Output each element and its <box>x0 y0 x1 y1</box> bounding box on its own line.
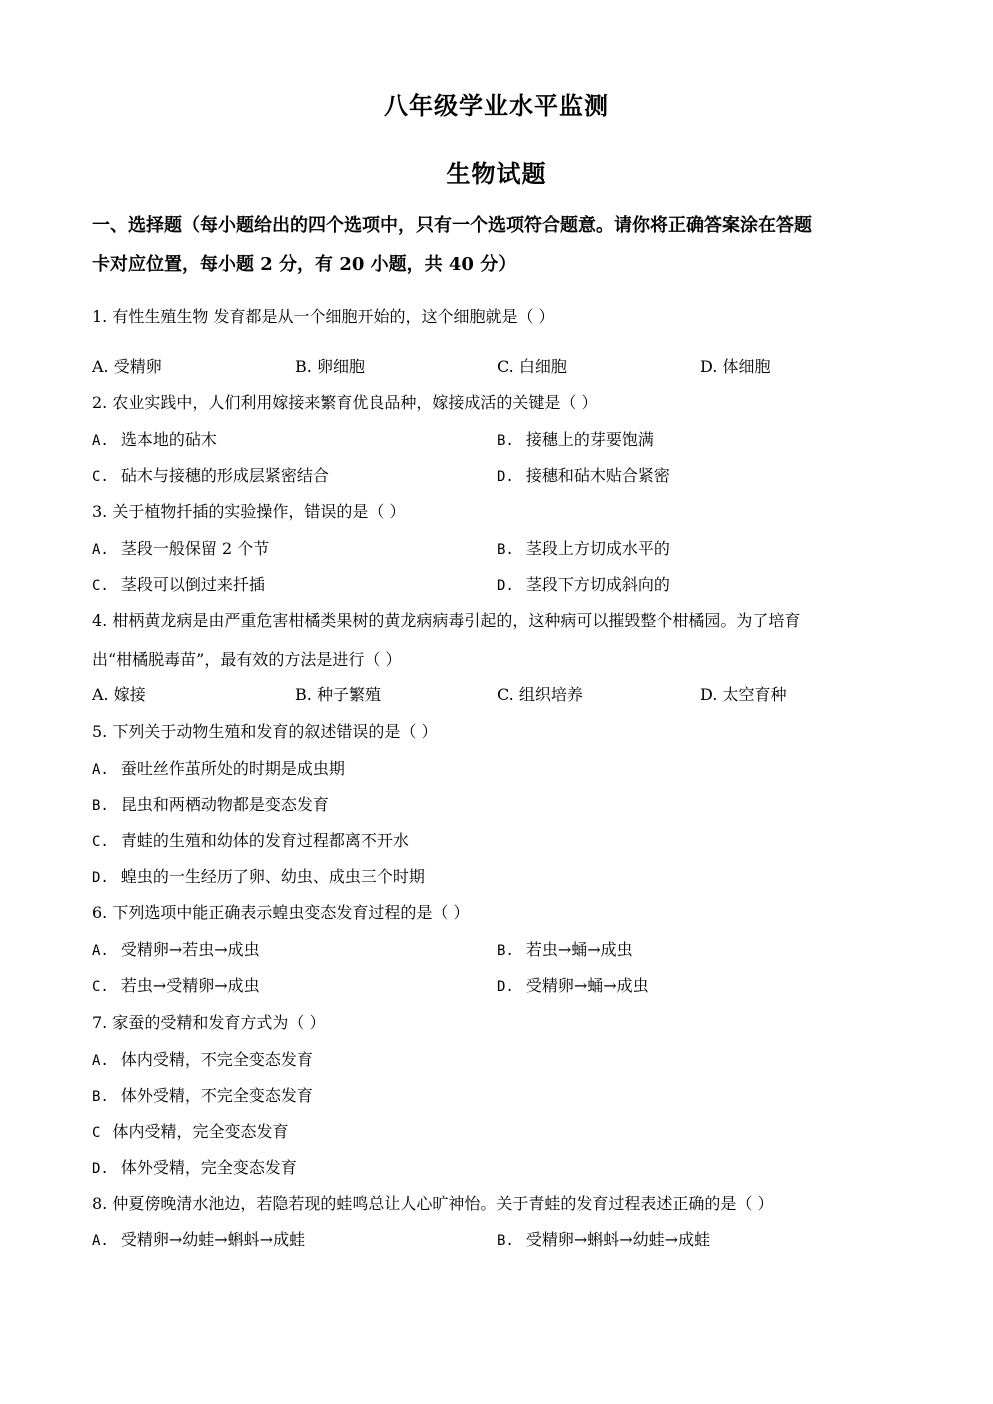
question-7-stem: 7. 家蚕的受精和发育方式为（ ） <box>92 1013 326 1032</box>
option-text: 组织培养 <box>518 685 583 704</box>
section-heading-line2: 卡对应位置，每小题 2 分，有 20 小题，共 40 分） <box>92 254 517 275</box>
question-5-option-c <box>92 828 409 851</box>
option-text: 若虫→受精卵→成虫 <box>120 976 260 995</box>
question-3-option-d <box>497 572 670 595</box>
question-4-option-c <box>497 682 583 705</box>
question-5-stem: 5. 下列关于动物生殖和发育的叙述错误的是（ ） <box>92 722 438 741</box>
question-3-option-b <box>497 536 670 559</box>
option-text: 体外受精，不完全变态发育 <box>120 1086 313 1105</box>
option-label: D. <box>497 979 514 995</box>
option-label: A. <box>92 943 109 959</box>
question-1-option-a <box>92 354 162 377</box>
option-text: 蚕吐丝作茧所处的时期是成虫期 <box>120 759 345 778</box>
question-2-stem: 2. 农业实践中，人们利用嫁接来繁育优良品种，嫁接成活的关键是（ ） <box>92 393 598 412</box>
option-label: A. <box>92 433 109 449</box>
option-text: 选本地的砧木 <box>120 430 217 449</box>
question-6-stem: 6. 下列选项中能正确表示蝗虫变态发育过程的是（ ） <box>92 903 470 922</box>
option-text: 体内受精，不完全变态发育 <box>120 1050 313 1069</box>
option-label: B. <box>497 542 514 558</box>
question-6-option-c <box>92 973 260 996</box>
option-text: 种子繁殖 <box>316 685 381 704</box>
question-2-option-b <box>497 427 654 450</box>
option-label: B. <box>497 943 514 959</box>
section-heading <box>92 206 902 284</box>
question-1-option-c <box>497 354 567 377</box>
exam-title: 八年级学业水平监测 <box>384 91 609 120</box>
option-label: A. <box>92 357 109 376</box>
question-5-option-b <box>92 792 329 815</box>
question-4-stem-line2: 出“柑橘脱毒苗”，最有效的方法是进行（ ） <box>92 650 402 669</box>
question-8-option-b <box>497 1227 710 1250</box>
question-4-option-a <box>92 682 146 705</box>
question-7-option-a <box>92 1047 313 1070</box>
question-5-option-d <box>92 864 425 887</box>
subject-title: 生物试题 <box>446 159 547 188</box>
option-label: D. <box>497 578 514 594</box>
question-4-stem-line1: 4. 柑柄黄龙病是由严重危害柑橘类果树的黄龙病病毒引起的，这种病可以摧毁整个柑橘园。为了培育 <box>92 611 801 630</box>
option-label: C. <box>497 357 514 376</box>
question-2-option-c <box>92 463 329 486</box>
option-text: 茎段上方切成水平的 <box>525 539 670 558</box>
option-text: 茎段一般保留 2 个节 <box>120 539 270 558</box>
option-text: 白细胞 <box>518 357 567 376</box>
question-1-stem: 1. 有性生殖生物 发育都是从一个细胞开始的，这个细胞就是（ ） <box>92 307 555 326</box>
question-3-option-c <box>92 572 265 595</box>
question-4-option-d <box>700 682 786 705</box>
option-text: 太空育种 <box>722 685 787 704</box>
option-text: 体外受精，完全变态发育 <box>120 1158 297 1177</box>
question-6-option-d <box>497 973 649 996</box>
question-6-option-b <box>497 937 633 960</box>
option-label: C. <box>92 578 109 594</box>
option-text: 接穗和砧木贴合紧密 <box>525 466 670 485</box>
option-text: 体细胞 <box>722 357 771 376</box>
option-label: B. <box>497 433 514 449</box>
question-7-option-d <box>92 1155 297 1178</box>
option-text: 蝗虫的一生经历了卵、幼虫、成虫三个时期 <box>120 867 425 886</box>
option-label: D. <box>700 357 718 376</box>
section-heading-line1: 一、选择题（每小题给出的四个选项中，只有一个选项符合题意。请你将正确答案涂在答题 <box>92 215 812 236</box>
question-1-option-b <box>295 354 365 377</box>
option-label: B. <box>497 1233 514 1249</box>
option-label: A. <box>92 685 109 704</box>
question-2-option-a <box>92 427 217 450</box>
option-text: 受精卵→蝌蚪→幼蛙→成蛙 <box>525 1230 711 1249</box>
option-text: 青蛙的生殖和幼体的发育过程都离不开水 <box>120 831 409 850</box>
option-label: D. <box>92 1161 109 1177</box>
option-text: 受精卵→幼蛙→蝌蚪→成蛙 <box>120 1230 306 1249</box>
option-text: 茎段可以倒过来扦插 <box>120 575 265 594</box>
option-label: B. <box>295 685 312 704</box>
option-text: 茎段下方切成斜向的 <box>525 575 670 594</box>
question-5-option-a <box>92 756 345 779</box>
option-text: 若虫→蛹→成虫 <box>525 940 633 959</box>
option-label: D. <box>497 469 514 485</box>
option-label: D. <box>700 685 718 704</box>
option-text: 卵细胞 <box>316 357 365 376</box>
option-text: 受精卵→蛹→成虫 <box>525 976 649 995</box>
question-8-stem: 8. 仲夏傍晚清水池边，若隐若现的蛙鸣总让人心旷神怡。关于青蛙的发育过程表述正确的是（ ） <box>92 1194 774 1213</box>
option-label: D. <box>92 870 109 886</box>
option-label: C. <box>92 834 109 850</box>
option-label: B. <box>92 1089 109 1105</box>
question-3-option-a <box>92 536 269 559</box>
option-label: B. <box>295 357 312 376</box>
option-label: C <box>92 1125 101 1141</box>
option-text: 受精卵→若虫→成虫 <box>120 940 260 959</box>
option-text: 昆虫和两栖动物都是变态发育 <box>120 795 329 814</box>
question-1-option-d <box>700 354 770 377</box>
question-7-option-b <box>92 1083 313 1106</box>
option-text: 受精卵 <box>113 357 162 376</box>
question-6-option-a <box>92 937 260 960</box>
option-label: B. <box>92 798 109 814</box>
question-8-option-a <box>92 1227 305 1250</box>
option-label: A. <box>92 762 109 778</box>
option-label: C. <box>92 469 109 485</box>
option-label: C. <box>497 685 514 704</box>
question-7-option-c <box>92 1119 288 1142</box>
option-label: C. <box>92 979 109 995</box>
option-text: 接穗上的芽要饱满 <box>525 430 654 449</box>
option-label: A. <box>92 542 109 558</box>
question-2-option-d <box>497 463 670 486</box>
question-4-option-b <box>295 682 381 705</box>
option-text: 嫁接 <box>113 685 146 704</box>
option-text: 砧木与接穗的形成层紧密结合 <box>120 466 329 485</box>
option-label: A. <box>92 1053 109 1069</box>
option-text: 体内受精，完全变态发育 <box>112 1122 289 1141</box>
question-3-stem: 3. 关于植物扦插的实验操作，错误的是（ ） <box>92 502 406 521</box>
option-label: A. <box>92 1233 109 1249</box>
